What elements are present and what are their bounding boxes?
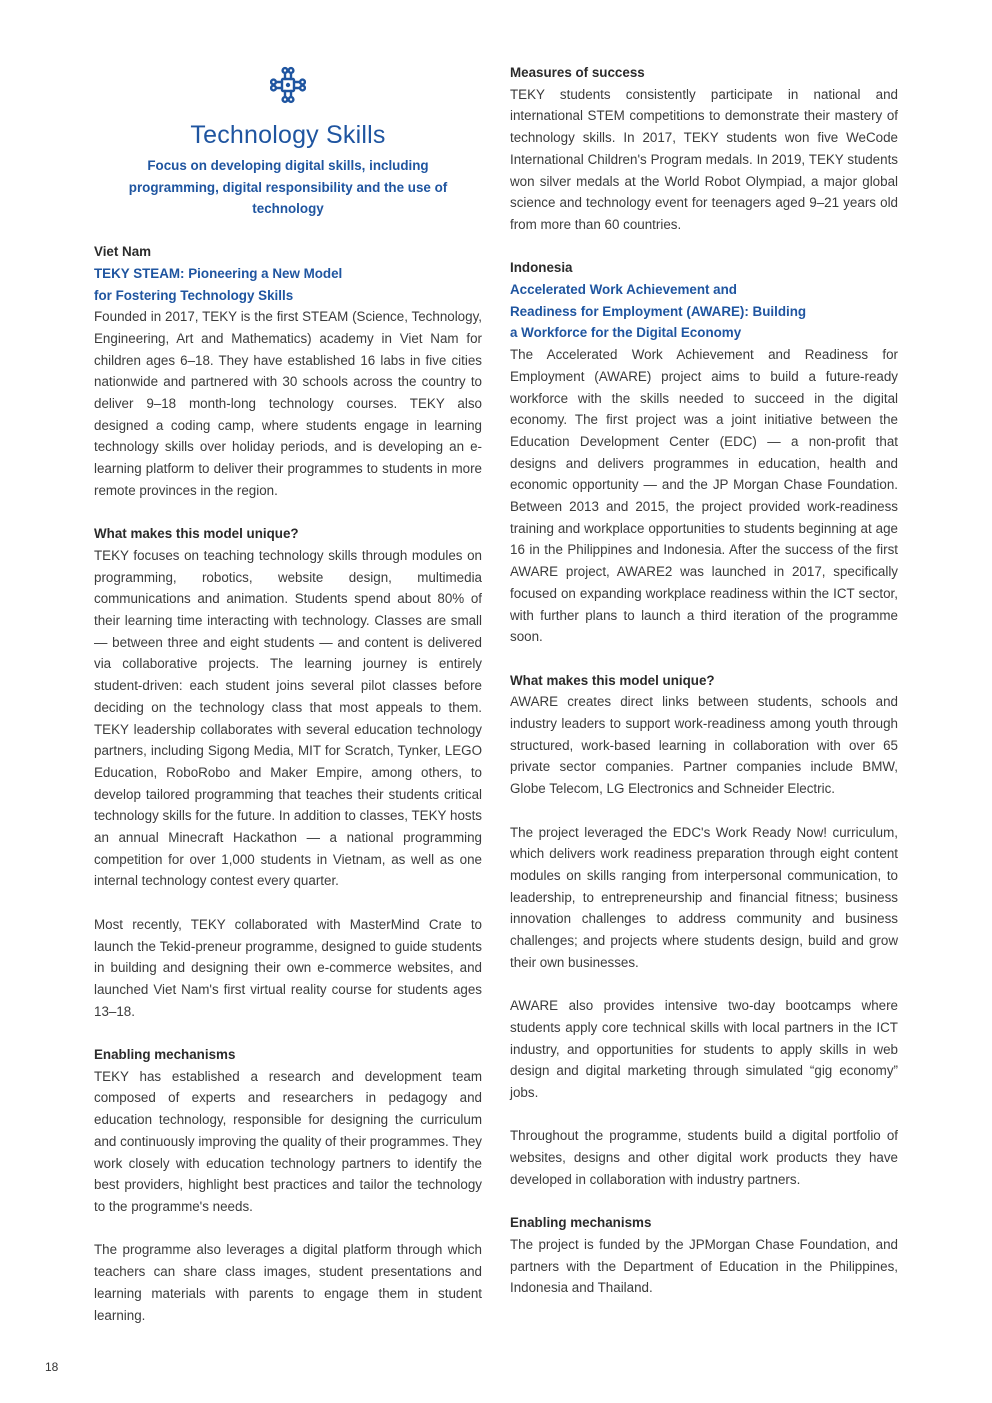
subheading-enabling: Enabling mechanisms <box>510 1215 652 1231</box>
program-title-line: Readiness for Employment (AWARE): Building <box>510 303 807 319</box>
paragraph: TEKY focuses on teaching technology skills through modules on programming, robotics, website design, multimedia communications and animation. Students spend about 80% of their learning time interacting with technology. Classes are small — between three and eight students — and content is delivered via collaborative projects. The learning journey is entirely student-driven: each student joins several pilot classes before deciding on the technology class that most appeals to them. TEKY leadership collaborates with several education technology partners, including Sigong Media, MIT for Scratch, Tynker, LEGO Education, RoboRobo and Maker Empire, among others, to develop tailored programming that teaches their students critical technology skills for the future. In addition to classes, TEKY hosts an annual Minecraft Hackathon — a national programming competition for over 1,000 students in Vietnam, as well as one internal technology contest every quarter. <box>94 547 482 889</box>
right-column <box>510 62 898 1299</box>
icon-container <box>94 66 482 106</box>
paragraph-intro: The Accelerated Work Achievement and Readiness for Employment (AWARE) project aims to build a future-ready workforce with the skills needed to succeed in the digital economy. The first project was a joint initiative between the Education Development Center (EDC) — a non-profit that designs and delivers programmes in education, health and economic opportunity — and the JP Morgan Chase Foundation. Between 2013 and 2015, the project provided work-readiness training and workplace opportunities to students beginning at age 16 in the Philippines and Indonesia. After the success of the first AWARE project, AWARE2 was launched in 2017, specifically focused on expanding workplace readiness within the ICT sector, with further plans to launch a third iteration of the programme soon. <box>510 347 898 645</box>
country-heading-viet-nam: Viet Nam <box>94 244 152 260</box>
section-header <box>94 66 482 220</box>
paragraph-intro: Founded in 2017, TEKY is the first STEAM (Science, Technology, Engineering, Art and Mathematics) academy in Viet Nam for children ages 6–18. They have established 16 labs in five cities nationwide and partnered with 30 schools across the country to deliver 9–18 month-long technology courses. TEKY also designed a coding camp, where students engage in learning technology skills over holiday periods, and is developing an e-learning platform to deliver their programmes to students in more remote provinces in the region. <box>94 309 482 498</box>
paragraph: The project leveraged the EDC's Work Ready Now! curriculum, which delivers work readiness preparation through eight content modules on skills ranging from interpersonal communication, to leadership, to entrepreneurship and financial fitness; business innovation challenges to address community and business challenges; and projects where students design, build and grow their own businesses. <box>510 824 898 970</box>
page-subtitle: Focus on developing digital skills, including programming, digital responsibility and the use of technology <box>128 158 448 217</box>
paragraph: AWARE creates direct links between students, schools and industry leaders to support work-readiness among youth through structured, work-based learning in collaboration with over 65 private sector companies. Partner companies include BMW, Globe Telecom, LG Electronics and Schneider Electric. <box>510 694 898 797</box>
page-number: 18 <box>45 1360 59 1374</box>
program-title-line: for Fostering Technology Skills <box>94 287 294 303</box>
left-column <box>94 66 482 1326</box>
program-title-line: a Workforce for the Digital Economy <box>510 325 742 341</box>
page-title: Technology Skills <box>190 121 386 149</box>
subheading-unique: What makes this model unique? <box>510 672 715 688</box>
paragraph: AWARE also provides intensive two-day bootcamps where students apply core technical skills with local partners in the ICT industry, and opportunities for students to apply skills in web design and digital marketing through simulated “gig economy” jobs. <box>510 998 898 1100</box>
country-heading-indonesia: Indonesia <box>510 260 573 276</box>
paragraph: Most recently, TEKY collaborated with MasterMind Crate to launch the Tekid-preneur programme, designed to guide students in building and designing their own e-commerce websites, and launched Viet Nam's first virtual reality course for students ages 13–18. <box>94 916 482 1019</box>
program-title-line: Accelerated Work Achievement and <box>510 282 737 298</box>
paragraph: The programme also leverages a digital platform through which teachers can share class images, student presentations and learning materials with parents to engage them in student learning. <box>94 1242 482 1323</box>
paragraph: TEKY has established a research and development team composed of experts and researchers in pedagogy and education technology, responsible for designing the curriculum and continuously improving the quality of their programmes. They work closely with education technology partners to identify the best providers, highlight best practices and tailor the technology to the programme's needs. <box>94 1068 482 1214</box>
circuit-network-icon <box>270 66 306 104</box>
paragraph: Throughout the programme, students build a digital portfolio of websites, designs and other digital work products they have developed in collaboration with industry partners. <box>510 1128 898 1187</box>
paragraph: The project is funded by the JPMorgan Chase Foundation, and partners with the Department of Education in the Philippines, Indonesia and Thailand. <box>510 1236 898 1296</box>
subheading-success: Measures of success <box>510 65 645 80</box>
paragraph: TEKY students consistently participate in national and international STEM competitions to demonstrate their mastery of technology skills. In 2017, TEKY students won five WeCode International Children's Program medals. In 2019, TEKY students won silver medals at the World Robot Olympiad, a major global science and technology event for teenagers aged 9–21 years old from more than 60 countries. <box>510 86 898 232</box>
subheading-unique: What makes this model unique? <box>94 526 299 542</box>
program-title-line: TEKY STEAM: Pioneering a New Model <box>94 265 343 281</box>
subheading-enabling: Enabling mechanisms <box>94 1047 236 1063</box>
